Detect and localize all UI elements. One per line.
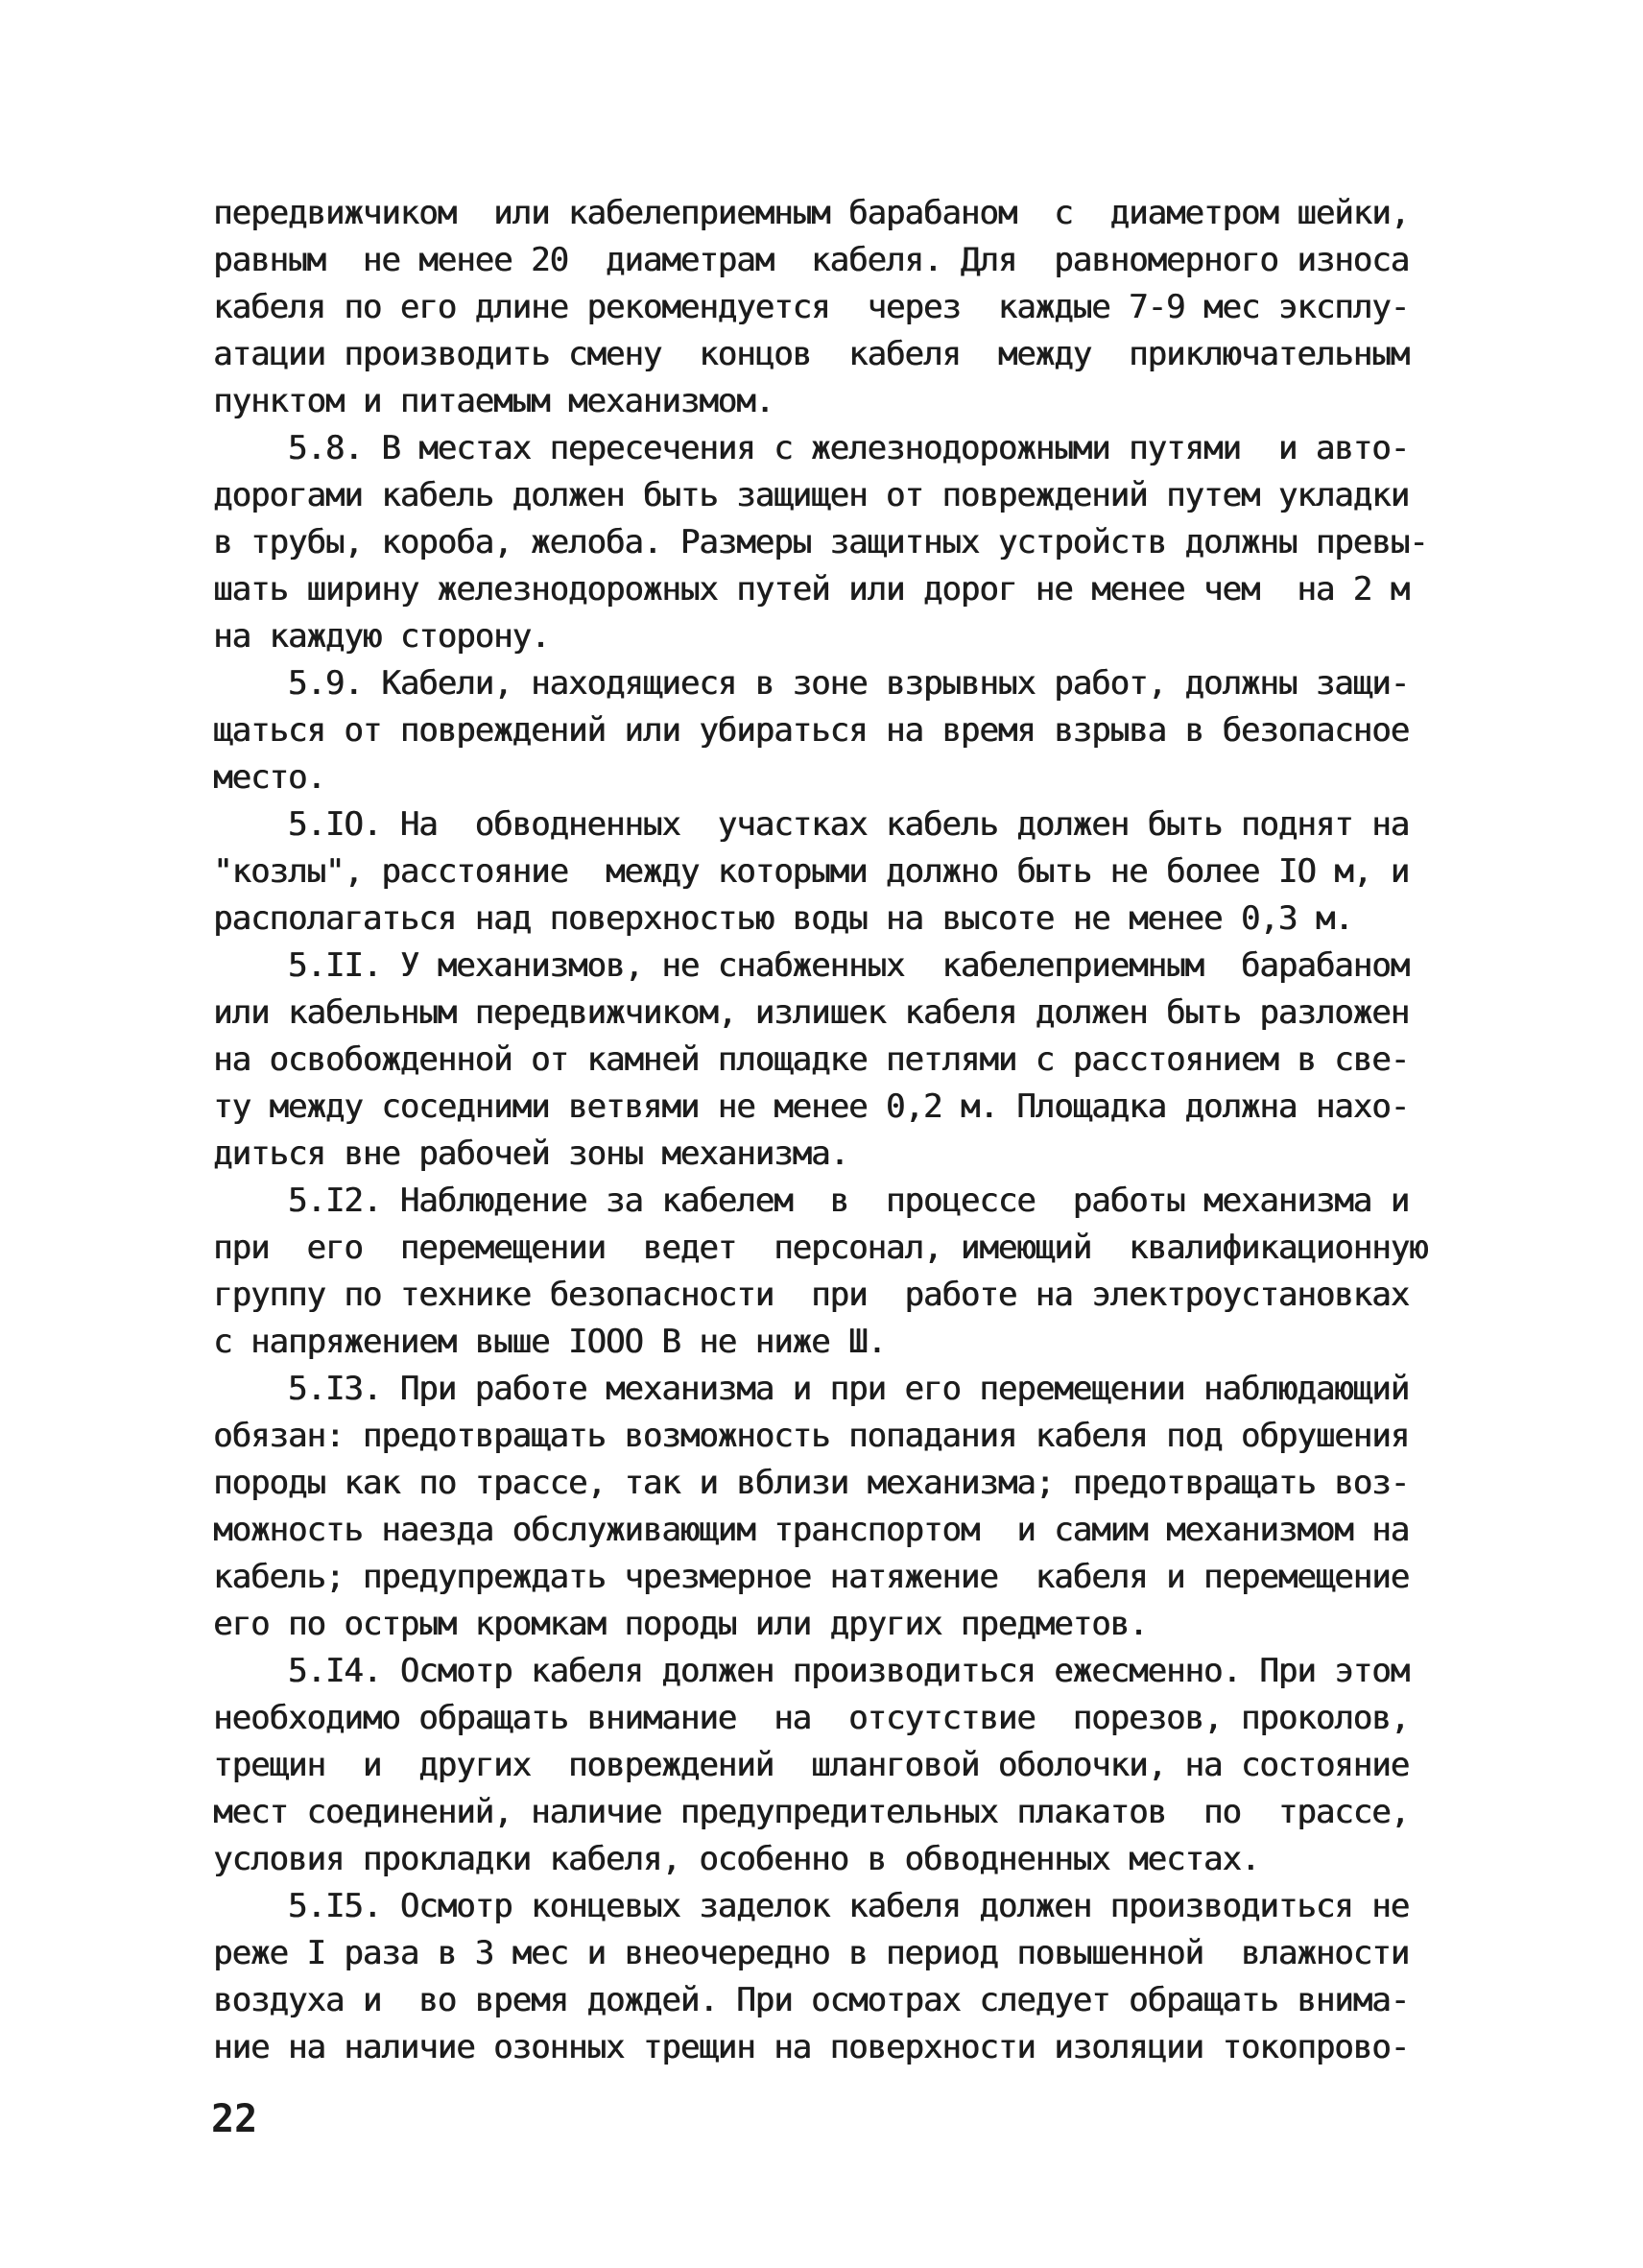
text-line: при его перемещении ведет персонал, имеющий квалификационную <box>213 1229 1428 1267</box>
text-line: кабель; предупреждать чрезмерное натяжение кабеля и перемещение <box>213 1558 1410 1596</box>
text-line: ние на наличие озонных трещин на поверхности изоляции токопрово- <box>213 2028 1410 2066</box>
text-line: реже I раза в 3 мес и внеочередно в период повышенной влажности <box>213 1934 1410 1972</box>
text-line: трещин и других повреждений шланговой оболочки, на состояние <box>213 1746 1410 1784</box>
text-line: или кабельным передвижчиком, излишек кабеля должен быть разложен <box>213 993 1410 1032</box>
text-line: 5.II. У механизмов, не снабженных кабелеприемным барабаном <box>213 946 1410 985</box>
text-line: необходимо обращать внимание на отсутствие порезов, проколов, <box>213 1699 1410 1737</box>
text-line: место. <box>213 758 325 797</box>
text-line: в трубы, короба, желоба. Размеры защитных устройств должны превы- <box>213 523 1428 561</box>
text-line: с напряжением выше IOOO В не ниже Ш. <box>213 1323 886 1361</box>
text-line: воздуха и во время дождей. При осмотрах следует обращать внима- <box>213 1981 1410 2019</box>
text-line: 5.I4. Осмотр кабеля должен производиться ежесменно. При этом <box>213 1652 1410 1690</box>
text-line: мест соединений, наличие предупредительных плакатов по трассе, <box>213 1793 1410 1831</box>
text-line: 5.9. Кабели, находящиеся в зоне взрывных работ, должны защи- <box>213 664 1410 703</box>
text-line: дорогами кабель должен быть защищен от повреждений путем укладки <box>213 476 1410 514</box>
text-line: "козлы", расстояние между которыми должно быть не более IO м, и <box>213 852 1410 891</box>
text-line: условия прокладки кабеля, особенно в обводненных местах. <box>213 1840 1260 1878</box>
text-line: 5.I3. При работе механизма и при его перемещении наблюдающий <box>213 1370 1410 1408</box>
text-line: ту между соседними ветвями не менее 0,2 м. Площадка должна нахо- <box>213 1087 1410 1126</box>
text-line: 5.8. В местах пересечения с железнодорожными путями и авто- <box>213 429 1410 467</box>
text-line: передвижчиком или кабелеприемным барабаном с диаметром шейки, <box>213 194 1410 232</box>
text-line: группу по технике безопасности при работе на электроустановках <box>213 1276 1410 1314</box>
text-line: шать ширину железнодорожных путей или дорог не менее чем на 2 м <box>213 570 1410 609</box>
text-line: атации производить смену концов кабеля между приключательным <box>213 335 1410 373</box>
text-line: равным не менее 20 диаметрам кабеля. Для равномерного износа <box>213 241 1410 279</box>
text-line: обязан: предотвращать возможность попадания кабеля под обрушения <box>213 1417 1410 1455</box>
text-line: его по острым кромкам породы или других предметов. <box>213 1605 1148 1643</box>
text-line: 5.I5. Осмотр концевых заделок кабеля должен производиться не <box>213 1887 1410 1925</box>
page-number: 22 <box>211 2097 258 2141</box>
text-line: породы как по трассе, так и вблизи механизма; предотвращать воз- <box>213 1464 1410 1502</box>
text-line: кабеля по его длине рекомендуется через каждые 7-9 мес эксплу- <box>213 288 1410 326</box>
text-line: можность наезда обслуживающим транспортом и самим механизмом на <box>213 1511 1410 1549</box>
text-line: на освобожденной от камней площадке петлями с расстоянием в све- <box>213 1040 1410 1079</box>
text-line: на каждую сторону. <box>213 617 550 656</box>
text-line: пунктом и питаемым механизмом. <box>213 382 774 420</box>
text-line: располагаться над поверхностью воды на высоте не менее 0,3 м. <box>213 899 1353 938</box>
text-line: щаться от повреждений или убираться на время взрыва в безопасное <box>213 711 1410 750</box>
body-text <box>213 190 1451 2071</box>
text-line: 5.IO. На обводненных участках кабель должен быть поднят на <box>213 805 1410 844</box>
text-line: диться вне рабочей зоны механизма. <box>213 1134 848 1173</box>
text-line: 5.I2. Наблюдение за кабелем в процессе работы механизма и <box>213 1182 1410 1220</box>
